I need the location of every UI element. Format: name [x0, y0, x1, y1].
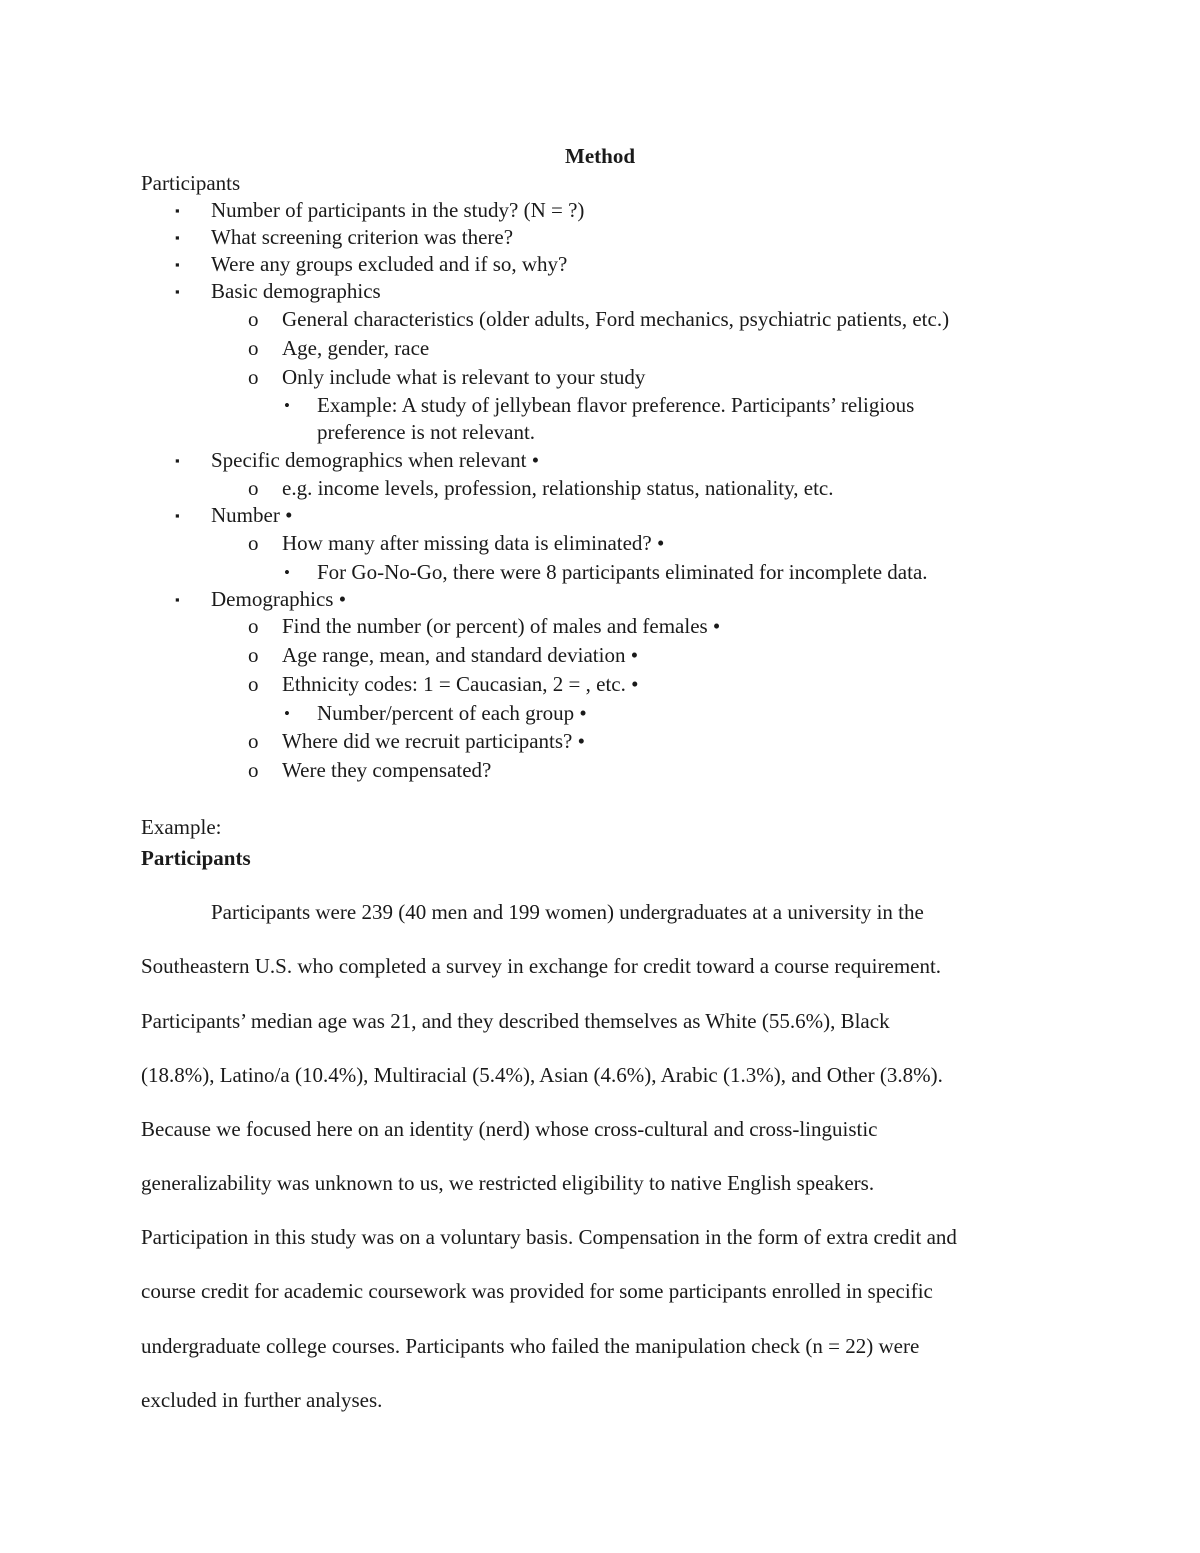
dot-bullet-icon: • — [284, 563, 290, 582]
circle-bullet-icon: o — [248, 336, 259, 360]
square-bullet-icon: ▪ — [175, 592, 180, 607]
list-item: Example: A study of jellybean flavor preference. Participants’ religious — [317, 393, 915, 417]
list-item: For Go-No-Go, there were 8 participants eliminated for incomplete data. — [317, 560, 928, 584]
example-heading: Participants — [141, 846, 251, 870]
circle-bullet-icon: o — [248, 531, 259, 555]
list-item: Where did we recruit participants? • — [282, 729, 585, 753]
circle-bullet-icon: o — [248, 643, 259, 667]
paragraph-line: Participants’ median age was 21, and they described themselves as White (55.6%), Black — [141, 1009, 890, 1033]
list-item: Number/percent of each group • — [317, 701, 587, 725]
paragraph-line: Participation in this study was on a voluntary basis. Compensation in the form of extra credit and — [141, 1225, 957, 1249]
circle-bullet-icon: o — [248, 307, 259, 331]
circle-bullet-icon: o — [248, 476, 259, 500]
dot-bullet-icon: • — [284, 704, 290, 723]
list-item: Age, gender, race — [282, 336, 430, 360]
paragraph-line: (18.8%), Latino/a (10.4%), Multiracial (5.4%), Asian (4.6%), Arabic (1.3%), and Other (3.8%). — [141, 1063, 943, 1087]
list-item: Were any groups excluded and if so, why? — [211, 252, 568, 276]
paragraph-line: excluded in further analyses. — [141, 1388, 383, 1412]
paragraph-line: generalizability was unknown to us, we restricted eligibility to native English speakers. — [141, 1171, 875, 1195]
list-item: Demographics • — [211, 587, 347, 611]
circle-bullet-icon: o — [248, 729, 259, 753]
list-item: How many after missing data is eliminated? • — [282, 531, 665, 555]
list-item: Number • — [211, 503, 293, 527]
square-bullet-icon: ▪ — [175, 508, 180, 523]
list-item: Ethnicity codes: 1 = Caucasian, 2 = , etc. • — [282, 672, 639, 696]
list-item: Number of participants in the study? (N = ?) — [211, 198, 585, 222]
square-bullet-icon: ▪ — [175, 230, 180, 245]
page-title: Method — [565, 144, 635, 168]
list-item: Specific demographics when relevant • — [211, 448, 540, 472]
square-bullet-icon: ▪ — [175, 257, 180, 272]
list-item: Only include what is relevant to your study — [282, 365, 646, 389]
paragraph-line: course credit for academic coursework was provided for some participants enrolled in specific — [141, 1279, 933, 1303]
list-item: Basic demographics — [211, 279, 381, 303]
list-item: General characteristics (older adults, Ford mechanics, psychiatric patients, etc.) — [282, 307, 950, 331]
list-item: Find the number (or percent) of males and females • — [282, 614, 721, 638]
square-bullet-icon: ▪ — [175, 203, 180, 218]
example-label: Example: — [141, 815, 222, 839]
list-item-continuation: preference is not relevant. — [317, 420, 536, 444]
square-bullet-icon: ▪ — [175, 284, 180, 299]
circle-bullet-icon: o — [248, 614, 259, 638]
paragraph-line: Because we focused here on an identity (nerd) whose cross-cultural and cross-linguistic — [141, 1117, 878, 1141]
circle-bullet-icon: o — [248, 758, 259, 782]
paragraph-line: Southeastern U.S. who completed a survey in exchange for credit toward a course requirement. — [141, 954, 942, 978]
paragraph-line: Participants were 239 (40 men and 199 women) undergraduates at a university in the — [211, 900, 924, 924]
square-bullet-icon: ▪ — [175, 453, 180, 468]
circle-bullet-icon: o — [248, 365, 259, 389]
paragraph-line: undergraduate college courses. Participants who failed the manipulation check (n = 22) were — [141, 1334, 920, 1358]
list-item: e.g. income levels, profession, relationship status, nationality, etc. — [282, 476, 834, 500]
list-item: What screening criterion was there? — [211, 225, 514, 249]
dot-bullet-icon: • — [284, 396, 290, 415]
section-label: Participants — [141, 171, 241, 195]
list-item: Were they compensated? — [282, 758, 492, 782]
list-item: Age range, mean, and standard deviation • — [282, 643, 639, 667]
circle-bullet-icon: o — [248, 672, 259, 696]
